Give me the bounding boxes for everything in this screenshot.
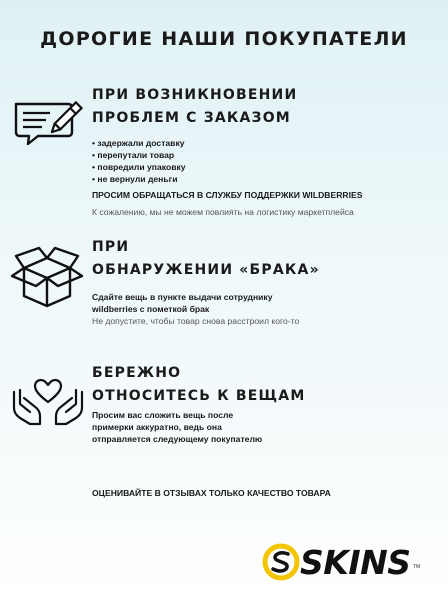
defect-note: Не допустите, чтобы товар снова расстроил кого-то — [92, 316, 300, 326]
list-item: • не вернули деньги — [92, 173, 186, 185]
section2-heading-line1: ПРИ — [92, 239, 130, 255]
list-item: • перепутали товар — [92, 149, 186, 161]
care-text-line1: Просим вас сложить вещь после — [92, 410, 234, 420]
care-text-line2: примерки аккуратно, ведь она — [92, 422, 222, 432]
section1-heading-line2: ПРОБЛЕМ С ЗАКАЗОМ — [92, 110, 291, 126]
defect-instruction-line2: wildberries с пометкой брак — [92, 304, 210, 314]
support-text: ПРОСИМ ОБРАЩАТЬСЯ В СЛУЖБУ ПОДДЕРЖКИ WILDBERRIES — [92, 190, 363, 200]
open-box-icon — [8, 246, 86, 310]
section3-heading-line1: БЕРЕЖНО — [92, 365, 182, 381]
skins-logo-mark — [262, 542, 300, 582]
defect-instruction-line1: Сдайте вещь в пункте выдачи сотруднику — [92, 292, 273, 302]
skins-logo — [262, 542, 432, 582]
notepad-pencil-icon — [10, 98, 88, 148]
logo-trademark: TM — [413, 564, 421, 570]
review-note: ОЦЕНИВАЙТЕ В ОТЗЫВАХ ТОЛЬКО КАЧЕСТВО ТОВАРА — [92, 488, 331, 498]
logo-text: SKINS — [300, 543, 411, 582]
problem-list — [92, 137, 186, 185]
hands-heart-icon — [10, 378, 86, 428]
care-text-line3: отправляется следующему покупателю — [92, 434, 263, 444]
list-item: • задержали доставку — [92, 137, 186, 149]
section1-heading-line1: ПРИ ВОЗНИКНОВЕНИИ — [92, 87, 298, 103]
section3-heading-line2: ОТНОСИТЕСЬ К ВЕЩАМ — [92, 388, 306, 404]
logistics-note: К сожалению, мы не можем повлиять на логистику маркетплейса — [92, 207, 354, 217]
list-item: • повредили упаковку — [92, 161, 186, 173]
page-title: ДОРОГИЕ НАШИ ПОКУПАТЕЛИ — [40, 28, 408, 50]
section2-heading-line2: ОБНАРУЖЕНИИ «БРАКА» — [92, 262, 320, 278]
